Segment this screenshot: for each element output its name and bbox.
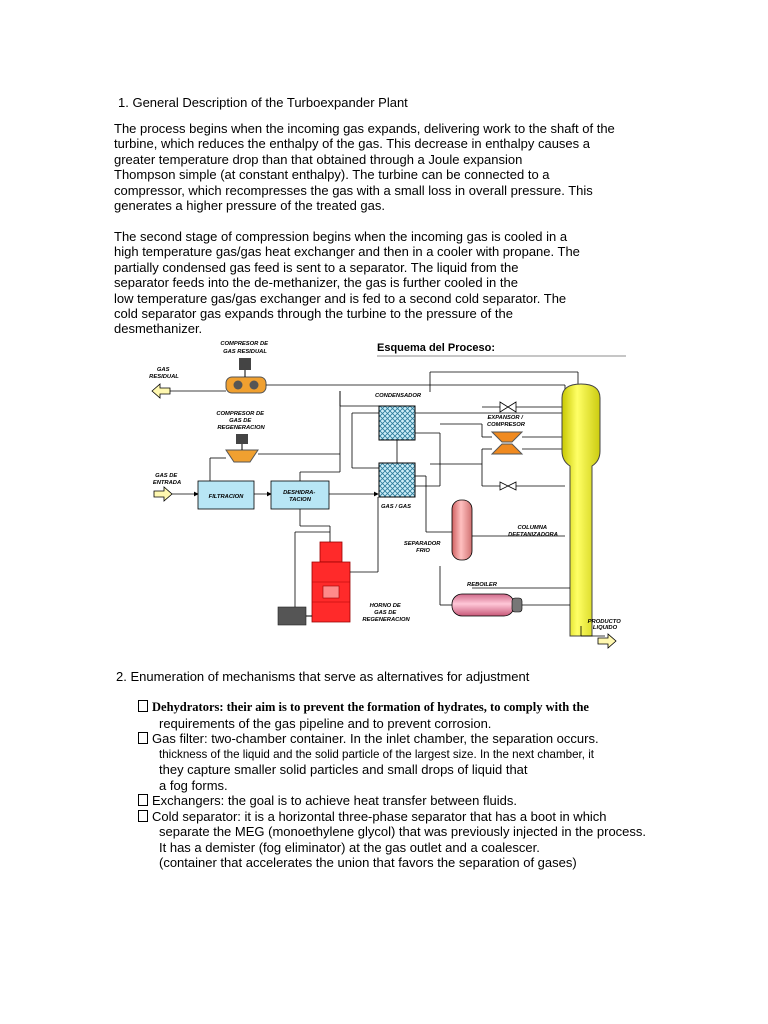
list-item <box>138 700 678 731</box>
label-reboiler: REBOILER <box>467 582 497 588</box>
bullet-box-icon <box>138 700 148 712</box>
para-line: high temperature gas/gas heat exchanger and then in a cooler with propane. The <box>114 244 580 260</box>
section1-heading: 1. General Description of the Turboexpander Plant <box>118 95 408 110</box>
compressor-motor-icon <box>239 358 251 370</box>
para-line: desmethanizer. <box>114 321 203 337</box>
label-gas-residual: GAS RESIDUAL <box>149 367 179 380</box>
para-line: cold separator gas expands through the turbine to the pressure of the <box>114 306 513 322</box>
heater-blower-icon <box>278 607 306 625</box>
label-separador: SEPARADOR FRIO <box>403 541 441 554</box>
section2-heading: 2. Enumeration of mechanisms that serve as alternatives for adjustment <box>116 669 530 684</box>
heater-stack-icon <box>320 542 342 562</box>
deethanizer-column-icon <box>562 384 600 636</box>
bullet-box-icon <box>138 732 148 744</box>
regen-motor-icon <box>236 434 248 444</box>
para-line: separator feeds into the de-methanizer, the gas is further cooled in the <box>114 275 518 291</box>
list-item-continuation: (container that accelerates the union that favors the separation of gases) <box>159 855 577 870</box>
compressor-icon <box>492 432 522 442</box>
cold-separator-icon <box>452 500 472 560</box>
list-item-continuation: thickness of the liquid and the solid particle of the largest size. In the next chamber, it <box>159 747 595 761</box>
list-item-continuation: they capture smaller solid particles and small drops of liquid that <box>159 762 528 777</box>
para-line: generates a higher pressure of the treated gas. <box>114 198 386 214</box>
label-gas-entrada: GAS DE ENTRADA <box>152 473 182 486</box>
label-condensador: CONDENSADOR <box>374 393 422 399</box>
regen-compressor-icon <box>226 450 258 462</box>
reboiler-icon <box>452 594 514 616</box>
label-deshidratacion: DESHIDRA- TACION <box>283 490 316 503</box>
expander-icon <box>492 444 522 454</box>
para-line: greater temperature drop than that obtained through a Joule expansion <box>114 151 523 167</box>
valve-icon <box>500 482 516 490</box>
para-line: low temperature gas/gas exchanger and is fed to a second cold separator. The <box>114 290 567 306</box>
label-filtracion: FILTRACION <box>208 494 244 500</box>
process-diagram <box>140 336 640 652</box>
gas-residual-arrow-icon <box>152 384 170 398</box>
diagram-title: Esquema del Proceso: <box>377 342 495 354</box>
label-compresor-residual: COMPRESOR DE GAS RESIDUAL <box>220 341 269 355</box>
list-item <box>138 731 678 793</box>
label-expansor: EXPANSOR / COMPRESOR <box>486 415 526 428</box>
mechanisms-list <box>138 700 678 871</box>
gas-gas-exchanger-icon <box>379 463 415 497</box>
gas-entrada-arrow-icon <box>154 487 172 501</box>
bullet-box-icon <box>138 794 148 806</box>
list-item-continuation: separate the MEG (monoethylene glycol) that was previously injected in the process. <box>159 824 647 839</box>
valve-icon <box>500 402 516 412</box>
section1-paragraph-1 <box>114 121 659 213</box>
label-columna: COLUMNA DEETANIZADORA <box>508 525 558 538</box>
label-horno: HORNO DE GAS DE REGENERACION <box>362 603 410 623</box>
list-item <box>138 809 678 871</box>
para-line: turbine, which reduces the enthalpy of the gas. This decrease in enthalpy causes a <box>114 136 590 152</box>
para-line: Thompson simple (at constant enthalpy). The turbine can be connected to a <box>114 167 550 183</box>
section1-paragraph-2 <box>114 229 642 337</box>
para-line: compressor, which recompresses the gas with a small loss in overall pressure. This <box>114 182 593 198</box>
list-item-text: Cold separator: it is a horizontal three-phase separator that has a boot in which <box>152 808 607 824</box>
list-item-continuation: requirements of the gas pipeline and to prevent corrosion. <box>159 715 492 731</box>
list-item-text: Gas filter: two-chamber container. In the inlet chamber, the separation occurs. <box>152 731 599 746</box>
list-item-continuation: It has a demister (fog eliminator) at the gas outlet and a coalescer. <box>159 839 540 855</box>
label-gas-gas: GAS / GAS <box>381 504 411 510</box>
list-item-continuation: a fog forms. <box>159 777 228 793</box>
bullet-box-icon <box>138 810 148 822</box>
list-item-text: Exchangers: the goal is to achieve heat transfer between fluids. <box>152 793 517 808</box>
label-producto: PRODUCTO LIQUIDO <box>587 619 621 631</box>
label-compresor-regeneracion: COMPRESOR DE GAS DE REGENERACION <box>216 411 265 431</box>
list-item <box>138 793 678 809</box>
condensador-exchanger-icon <box>379 406 415 440</box>
residual-compressor-icon <box>226 377 266 393</box>
para-line: partially condensed gas feed is sent to a separator. The liquid from the <box>114 259 519 275</box>
para-line: The second stage of compression begins when the incoming gas is cooled in a <box>114 229 568 244</box>
para-line: The process begins when the incoming gas expands, delivering work to the shaft of the <box>114 121 615 136</box>
list-item-text: Dehydrators: their aim is to prevent the formation of hydrates, to comply with the <box>152 700 589 714</box>
